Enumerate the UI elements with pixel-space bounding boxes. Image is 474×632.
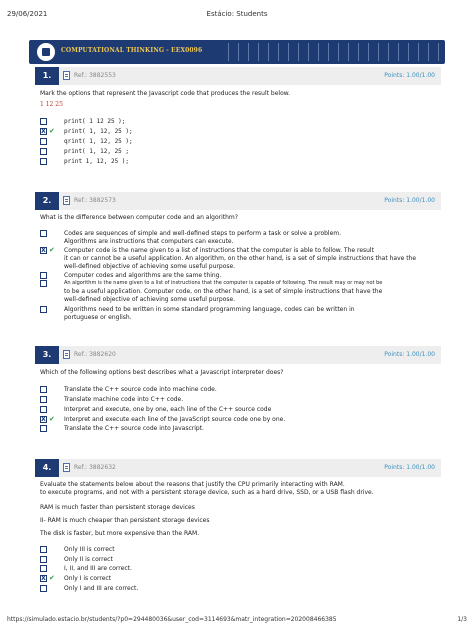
checkbox[interactable] bbox=[40, 565, 47, 572]
option-label: Computer code is the name given to a list of instructions that the computer is able to follow. The result bbox=[64, 247, 374, 254]
question-header bbox=[35, 346, 441, 364]
book-icon bbox=[37, 43, 55, 61]
document-icon bbox=[63, 350, 70, 359]
checkbox[interactable] bbox=[40, 148, 47, 155]
option-label: print( 1 12 25 ); bbox=[64, 118, 126, 125]
option-label: Only I and III are correct. bbox=[64, 585, 139, 592]
print-footer bbox=[7, 616, 467, 626]
print-date: 29/06/2021 bbox=[7, 10, 48, 18]
option-label: print 1, 12, 25 ); bbox=[64, 158, 130, 165]
checkbox[interactable] bbox=[40, 585, 47, 592]
question-number: 3. bbox=[35, 346, 59, 364]
question-points: Points: 1.00/1.00 bbox=[384, 351, 435, 358]
option-label: Only II is correct bbox=[64, 556, 113, 563]
question-number: 4. bbox=[35, 459, 59, 477]
option-label: print( 1, 12, 25 ); bbox=[64, 128, 133, 135]
correct-check-icon: ✔ bbox=[49, 574, 55, 582]
document-icon bbox=[63, 196, 70, 205]
statement-3: The disk is faster, but more expensive than the RAM. bbox=[40, 530, 200, 537]
question-ref: Ref.: 3882573 bbox=[74, 197, 116, 204]
checkbox[interactable] bbox=[40, 230, 47, 237]
checkbox[interactable] bbox=[40, 306, 47, 313]
print-header bbox=[7, 10, 467, 20]
question-header bbox=[35, 67, 441, 85]
course-banner bbox=[29, 40, 445, 64]
option-label-line2: to be a useful application. Computer code, on the other hand, is a set of simple instructions that have the bbox=[64, 288, 383, 295]
question-number: 2. bbox=[35, 192, 59, 210]
option-label-line3: well-defined objective of achieving some useful purpose. bbox=[64, 296, 236, 303]
question-text: Which of the following options best describes what a Javascript interpreter does? bbox=[40, 369, 284, 376]
statement-1: RAM is much faster than persistent storage devices bbox=[40, 504, 195, 511]
option-label: I, II, and III are correct. bbox=[64, 565, 132, 572]
checkbox[interactable] bbox=[40, 406, 47, 413]
checkbox-checked[interactable]: X bbox=[41, 575, 46, 582]
checkbox[interactable] bbox=[40, 396, 47, 403]
option-label: Only I is correct bbox=[64, 575, 112, 582]
checkbox[interactable] bbox=[40, 425, 47, 432]
question-number: 1. bbox=[35, 67, 59, 85]
page-url: https://simulado.estacio.br/students/?p0=294480036&user_cod=3114693&matr_integration=202008466385 bbox=[7, 616, 337, 623]
option-label-line2: portuguese or english. bbox=[64, 314, 132, 321]
expected-output: 1 12 25 bbox=[40, 101, 63, 108]
option-label: Translate the C++ source code into machine code. bbox=[64, 386, 217, 393]
checkbox[interactable] bbox=[40, 546, 47, 553]
checkbox[interactable] bbox=[40, 118, 47, 125]
checkbox-checked[interactable]: X bbox=[41, 128, 46, 135]
banner-decoration bbox=[219, 43, 441, 61]
option-label-line2: Algorithms are instructions that computers can execute. bbox=[64, 238, 234, 245]
correct-check-icon: ✔ bbox=[49, 415, 55, 423]
question-header bbox=[35, 192, 441, 210]
question-points: Points: 1.00/1.00 bbox=[384, 197, 435, 204]
checkbox[interactable] bbox=[40, 386, 47, 393]
document-icon bbox=[63, 71, 70, 80]
option-label: Computer codes and algorithms are the same thing. bbox=[64, 272, 222, 279]
document-icon bbox=[63, 463, 70, 472]
option-label: Translate the C++ source code into Javascript. bbox=[64, 425, 204, 432]
checkbox-checked[interactable]: X bbox=[41, 416, 46, 423]
course-title: COMPUTATIONAL THINKING - EEX0096 bbox=[61, 47, 203, 54]
correct-check-icon: ✔ bbox=[49, 246, 55, 254]
option-label: Translate machine code into C++ code. bbox=[64, 396, 184, 403]
option-label: Interpret and execute, one by one, each line of the C++ source code bbox=[64, 406, 272, 413]
question-text: What is the difference between computer code and an algorithm? bbox=[40, 214, 238, 221]
checkbox-checked[interactable]: X bbox=[41, 247, 46, 254]
question-points: Points: 1.00/1.00 bbox=[384, 464, 435, 471]
option-label: print( 1, 12, 25 ; bbox=[64, 148, 130, 155]
question-ref: Ref.: 3882620 bbox=[74, 351, 116, 358]
option-label: Codes are sequences of simple and well-defined steps to perform a task or solve a problem. bbox=[64, 230, 342, 237]
question-text: Mark the options that represent the Javascript code that produces the result below. bbox=[40, 90, 291, 97]
checkbox[interactable] bbox=[40, 556, 47, 563]
checkbox[interactable] bbox=[40, 280, 47, 287]
option-label: An algorithm is the name given to a list of instructions that the computer is capable of following. The result may or may not be bbox=[64, 280, 383, 286]
option-label: Algorithms need to be written in some standard programming language, codes can be written in bbox=[64, 306, 355, 313]
question-header bbox=[35, 459, 441, 477]
question-ref: Ref.: 3882632 bbox=[74, 464, 116, 471]
option-label: Only III is correct bbox=[64, 546, 115, 553]
option-label-line3: well-defined objective of achieving some useful purpose. bbox=[64, 263, 236, 270]
option-label-line2: it can or cannot be a useful application. An algorithm, on the other hand, is a set of simple instructions that have the bbox=[64, 255, 417, 262]
checkbox[interactable] bbox=[40, 138, 47, 145]
option-label: Interpret and execute each line of the JavaScript source code one by one. bbox=[64, 416, 286, 423]
question-text: Evaluate the statements below about the reasons that justify the CPU primarily interacting with RAM. bbox=[40, 481, 345, 488]
print-site-title: Estácio: Students bbox=[206, 10, 268, 18]
correct-check-icon: ✔ bbox=[49, 127, 55, 135]
page-number: 1/3 bbox=[457, 616, 467, 623]
question-ref: Ref.: 3882553 bbox=[74, 72, 116, 79]
statement-2: II- RAM is much cheaper than persistent storage devices bbox=[40, 517, 210, 524]
checkbox[interactable] bbox=[40, 272, 47, 279]
option-label: qrint( 1, 12, 25 ); bbox=[64, 138, 133, 145]
question-text-line2: to execute programs, and not with a persistent storage device, such as a hard drive, SSD, or a USB flash drive. bbox=[40, 489, 374, 496]
checkbox[interactable] bbox=[40, 158, 47, 165]
question-points: Points: 1.00/1.00 bbox=[384, 72, 435, 79]
